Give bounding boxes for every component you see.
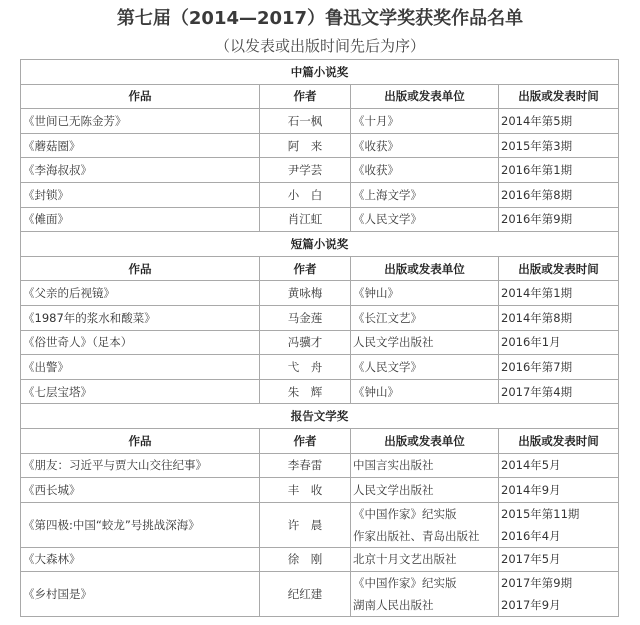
table-row (21, 109, 619, 134)
section-header-row (21, 232, 619, 257)
cell-publisher: 《十月》 (351, 109, 499, 134)
cell-work: 《朋友：习近平与贾大山交往纪事》 (21, 453, 260, 478)
cell-date-line: 2017年第9期 (501, 576, 573, 591)
table-row (21, 330, 619, 355)
cell-date: 2016年第7期 (499, 355, 619, 380)
cell-author: 纪红建 (260, 572, 351, 617)
column-header-row (21, 256, 619, 281)
cell-work: 《乡村国是》 (21, 572, 260, 617)
cell-work: 《李海叔叔》 (21, 158, 260, 183)
cell-publisher: 《人民文学》 (351, 207, 499, 232)
table-row (21, 453, 619, 478)
column-header-author: 作者 (260, 428, 351, 453)
cell-publisher: 《钟山》 (351, 281, 499, 306)
cell-publisher: 《上海文学》 (351, 182, 499, 207)
table-row (21, 355, 619, 380)
cell-publisher: 《收获》 (351, 158, 499, 183)
table-row (21, 158, 619, 183)
cell-publisher: 人民文学出版社 (351, 478, 499, 503)
cell-publisher: 北京十月文艺出版社 (351, 547, 499, 572)
table-row (21, 182, 619, 207)
cell-publisher: 《人民文学》 (351, 355, 499, 380)
cell-author: 许 晨 (260, 502, 351, 547)
cell-date: 2016年第8期 (499, 182, 619, 207)
cell-author: 丰 收 (260, 478, 351, 503)
cell-date: 2014年第1期 (499, 281, 619, 306)
table-row (21, 379, 619, 404)
cell-date: 2014年第5期 (499, 109, 619, 134)
column-header-publisher: 出版或发表单位 (351, 256, 499, 281)
cell-date-line: 2017年9月 (501, 598, 561, 613)
cell-date: 2014年第8期 (499, 305, 619, 330)
cell-work: 《傩面》 (21, 207, 260, 232)
column-header-author: 作者 (260, 84, 351, 109)
cell-date: 2016年第9期 (499, 207, 619, 232)
cell-date (499, 572, 619, 617)
table-row (21, 502, 619, 547)
cell-publisher-line: 作家出版社、青岛出版社 (353, 528, 480, 543)
column-header-work: 作品 (21, 256, 260, 281)
cell-publisher: 《长江文艺》 (351, 305, 499, 330)
cell-work: 《西长城》 (21, 478, 260, 503)
section-title: 报告文学奖 (21, 404, 619, 429)
column-header-row (21, 84, 619, 109)
section-title: 短篇小说奖 (21, 232, 619, 257)
column-header-work: 作品 (21, 428, 260, 453)
cell-author: 阿 来 (260, 133, 351, 158)
cell-work: 《父亲的后视镜》 (21, 281, 260, 306)
table-row (21, 305, 619, 330)
cell-work: 《封锁》 (21, 182, 260, 207)
table-row (21, 478, 619, 503)
cell-date: 2014年5月 (499, 453, 619, 478)
cell-date: 2016年第1期 (499, 158, 619, 183)
column-header-publisher: 出版或发表单位 (351, 84, 499, 109)
cell-author: 马金莲 (260, 305, 351, 330)
cell-author: 冯骥才 (260, 330, 351, 355)
cell-date: 2016年1月 (499, 330, 619, 355)
cell-date-line: 2015年第11期 (501, 506, 580, 521)
section-title: 中篇小说奖 (21, 60, 619, 85)
cell-work: 《俗世奇人》（足本） (21, 330, 260, 355)
cell-author: 小 白 (260, 182, 351, 207)
table-row (21, 133, 619, 158)
cell-date (499, 502, 619, 547)
cell-publisher (351, 502, 499, 547)
page-subtitle: （以发表或出版时间先后为序） (214, 37, 425, 55)
table-row (21, 547, 619, 572)
cell-work: 《1987年的浆水和酸菜》 (21, 305, 260, 330)
cell-author: 肖江虹 (260, 207, 351, 232)
cell-author: 尹学芸 (260, 158, 351, 183)
cell-publisher: 《钟山》 (351, 379, 499, 404)
section-header-row (21, 404, 619, 429)
table-row (21, 281, 619, 306)
cell-author: 黄咏梅 (260, 281, 351, 306)
column-header-work: 作品 (21, 84, 260, 109)
cell-publisher-line: 湖南人民出版社 (353, 598, 434, 613)
cell-date: 2017年5月 (499, 547, 619, 572)
page-title: 第七届（2014—2017）鲁迅文学奖获奖作品名单 (116, 8, 524, 29)
column-header-publisher: 出版或发表单位 (351, 428, 499, 453)
cell-work: 《世间已无陈金芳》 (21, 109, 260, 134)
cell-author: 徐 刚 (260, 547, 351, 572)
cell-work: 《七层宝塔》 (21, 379, 260, 404)
column-header-date: 出版或发表时间 (499, 84, 619, 109)
cell-date: 2015年第3期 (499, 133, 619, 158)
table-row (21, 207, 619, 232)
column-header-date: 出版或发表时间 (499, 428, 619, 453)
cell-author: 弋 舟 (260, 355, 351, 380)
cell-publisher-line: 《中国作家》纪实版 (353, 576, 457, 591)
cell-author: 朱 辉 (260, 379, 351, 404)
cell-date: 2014年9月 (499, 478, 619, 503)
cell-work: 《蘑菇圈》 (21, 133, 260, 158)
cell-date-line: 2016年4月 (501, 528, 561, 543)
cell-date: 2017年第4期 (499, 379, 619, 404)
section-header-row (21, 60, 619, 85)
cell-publisher (351, 572, 499, 617)
column-header-row (21, 428, 619, 453)
cell-work: 《大森林》 (21, 547, 260, 572)
cell-work: 《出警》 (21, 355, 260, 380)
cell-publisher: 《收获》 (351, 133, 499, 158)
cell-author: 李春雷 (260, 453, 351, 478)
awards-table (20, 59, 619, 617)
cell-author: 石一枫 (260, 109, 351, 134)
column-header-author: 作者 (260, 256, 351, 281)
cell-publisher: 中国言实出版社 (351, 453, 499, 478)
cell-publisher-line: 《中国作家》纪实版 (353, 506, 457, 521)
table-row (21, 572, 619, 617)
column-header-date: 出版或发表时间 (499, 256, 619, 281)
cell-publisher: 人民文学出版社 (351, 330, 499, 355)
awards-table-body (21, 60, 619, 617)
cell-work: 《第四极:中国“蛟龙”号挑战深海》 (21, 502, 260, 547)
